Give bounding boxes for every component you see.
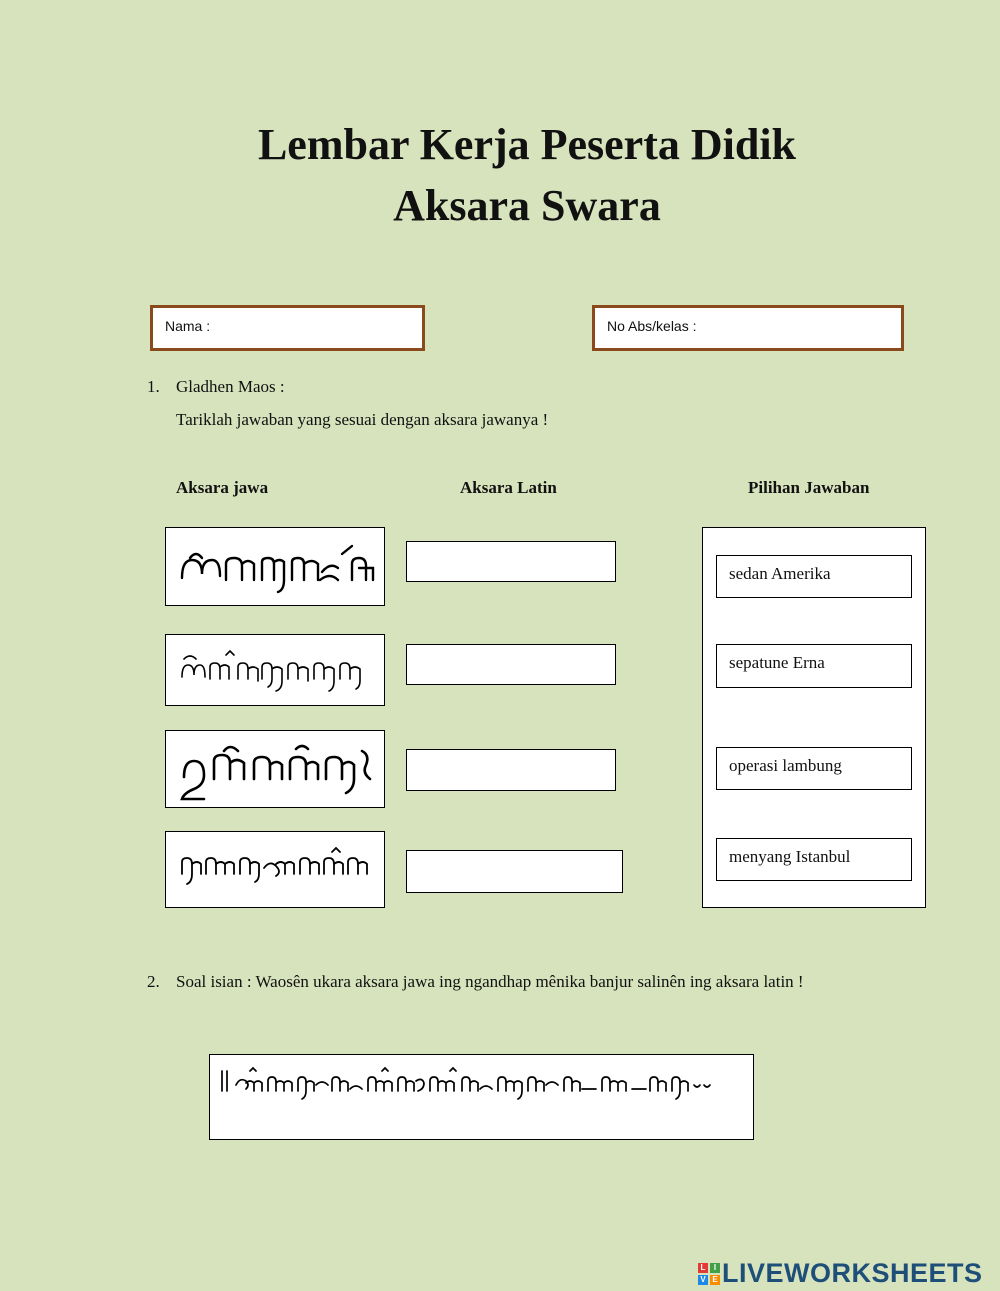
question-2-number: 2. bbox=[147, 972, 160, 991]
answer-option-2[interactable]: sepatune Erna bbox=[716, 644, 912, 688]
answer-option-4[interactable]: menyang Istanbul bbox=[716, 838, 912, 881]
column-header-aksara-latin: Aksara Latin bbox=[460, 478, 557, 497]
absen-class-field-label: No Abs/kelas : bbox=[607, 318, 697, 334]
aksara-jawa-image-4 bbox=[165, 831, 385, 908]
logo-letter-l: L bbox=[698, 1263, 708, 1273]
question-2-text: Soal isian : Waosên ukara aksara jawa ing ngandhap mênika banjur salinên ing aksara latin ! bbox=[176, 972, 804, 991]
column-header-pilihan-jawaban: Pilihan Jawaban bbox=[748, 478, 870, 497]
aksara-latin-input-4[interactable] bbox=[406, 850, 623, 893]
column-header-aksara-jawa: Aksara jawa bbox=[176, 478, 269, 497]
liveworksheets-wordmark: LIVEWORKSHEETS bbox=[722, 1258, 983, 1288]
question-1-title: Gladhen Maos : bbox=[176, 377, 285, 396]
liveworksheets-logo-icon bbox=[698, 1263, 720, 1285]
aksara-latin-input-1[interactable] bbox=[406, 541, 616, 582]
name-field-label: Nama : bbox=[165, 318, 211, 334]
absen-class-field[interactable] bbox=[592, 305, 904, 351]
aksara-jawa-image-3 bbox=[165, 730, 385, 808]
liveworksheets-brand bbox=[698, 1258, 983, 1289]
answer-option-3[interactable]: operasi lambung bbox=[716, 747, 912, 790]
aksara-jawa-image-2 bbox=[165, 634, 385, 706]
page-title: Lembar Kerja Peserta Didik bbox=[257, 120, 797, 169]
logo-letter-v: V bbox=[698, 1275, 708, 1285]
aksara-latin-input-2[interactable] bbox=[406, 644, 616, 685]
page-subtitle: Aksara Swara bbox=[393, 181, 661, 230]
aksara-jawa-image-1 bbox=[165, 527, 385, 606]
answer-option-1[interactable]: sedan Amerika bbox=[716, 555, 912, 598]
name-field[interactable] bbox=[150, 305, 425, 351]
logo-letter-i: I bbox=[710, 1263, 720, 1273]
aksara-latin-input-3[interactable] bbox=[406, 749, 616, 791]
logo-letter-e: E bbox=[710, 1275, 720, 1285]
question-1-instruction: Tariklah jawaban yang sesuai dengan aksara jawanya ! bbox=[176, 410, 549, 429]
javanese-sentence-box bbox=[209, 1054, 754, 1140]
question-1-number: 1. bbox=[147, 377, 160, 396]
